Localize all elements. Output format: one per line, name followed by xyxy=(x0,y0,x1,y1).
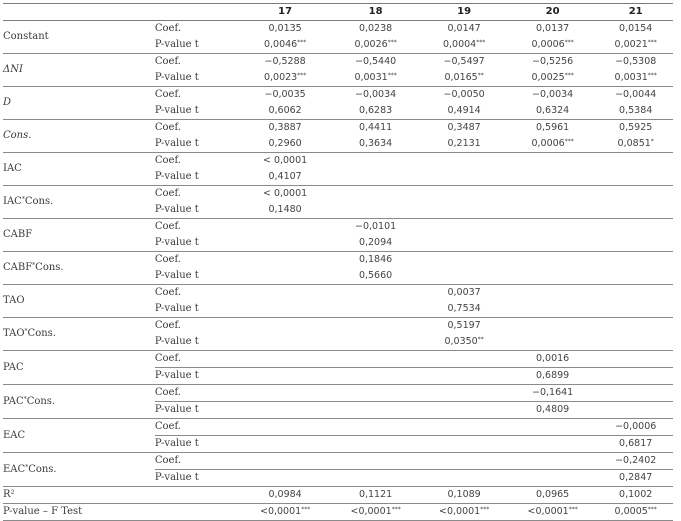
variable-label-eac-cons: EAC*Cons. xyxy=(3,453,155,487)
cell-value: −0,5497 xyxy=(443,56,485,67)
variable-label-d: D xyxy=(3,87,155,120)
variable-label-ni: ΔNI xyxy=(3,54,155,87)
variable-label-cabf-cons: CABF*Cons. xyxy=(3,252,155,285)
table-row xyxy=(3,186,673,203)
cell-value: 0,0165** xyxy=(421,70,507,87)
cell-value xyxy=(421,351,507,368)
cell-value: 0,6899 xyxy=(507,368,598,385)
interaction-marker: * xyxy=(21,196,25,203)
cell-value xyxy=(421,219,507,236)
cell-value xyxy=(421,235,507,252)
cell-value xyxy=(507,301,598,318)
header-model-19: 19 xyxy=(421,4,507,21)
cell-value xyxy=(421,385,507,402)
statistic-label: Coef. xyxy=(154,89,181,100)
cell-value: 0,5925 xyxy=(619,122,653,133)
cell-value xyxy=(507,186,598,203)
cell-value xyxy=(421,419,507,436)
cell-value xyxy=(330,318,421,335)
cell-value: 0,0147 xyxy=(447,23,481,34)
cell-value: 0,4411 xyxy=(358,122,393,133)
table-row xyxy=(3,219,673,236)
cell-value: 0,0006*** xyxy=(507,136,598,153)
significance-marker: *** xyxy=(647,39,657,46)
cell-value xyxy=(507,153,598,170)
significance-marker: *** xyxy=(391,506,401,513)
interaction-marker: * xyxy=(25,463,29,471)
variable-label-eac: EAC xyxy=(3,419,155,453)
table-row xyxy=(3,385,673,402)
cell-value xyxy=(598,318,673,335)
cell-value: −0,5288 xyxy=(264,56,306,67)
cell-value: 0,6324 xyxy=(507,103,598,120)
cell-value xyxy=(421,268,507,285)
cell-value xyxy=(330,402,421,419)
interaction-marker: * xyxy=(24,328,28,335)
table-row xyxy=(3,87,673,104)
variable-label-pac: PAC xyxy=(3,351,155,385)
cell-value xyxy=(330,470,421,487)
cell-value: 0,0031*** xyxy=(598,70,673,87)
cell-value xyxy=(421,402,507,419)
cell-value: −0,2402 xyxy=(598,453,673,470)
statistic-label: P-value t xyxy=(155,103,240,120)
cell-value: 0,0135 xyxy=(268,23,302,34)
statistic-label: P-value t xyxy=(155,37,240,54)
statistic-label: Coef. xyxy=(154,254,181,265)
cell-value xyxy=(240,402,330,419)
cell-value: 0,0154 xyxy=(619,23,653,34)
statistic-label: P-value t xyxy=(155,402,240,419)
statistic-label: P-value t xyxy=(155,235,240,252)
cell-value xyxy=(330,351,421,368)
statistic-label: Coef. xyxy=(155,419,240,436)
significance-marker: *** xyxy=(647,506,657,513)
cell-value xyxy=(240,453,330,470)
cell-value xyxy=(240,351,330,368)
cell-value: 0,3487 xyxy=(447,122,481,133)
statistic-label: Coef. xyxy=(155,453,240,470)
cell-value: −0,5308 xyxy=(615,56,657,67)
cell-value xyxy=(240,219,330,236)
significance-marker: *** xyxy=(297,72,307,79)
table-row xyxy=(3,419,673,436)
cell-value xyxy=(507,285,598,302)
stat-value: 0,1002 xyxy=(598,487,673,504)
cell-value: 0,4914 xyxy=(421,103,507,120)
cell-value xyxy=(507,436,598,453)
statistic-label: P-value t xyxy=(155,268,240,285)
cell-value xyxy=(421,368,507,385)
cell-value xyxy=(330,453,421,470)
cell-value: 0,0238 xyxy=(358,23,393,34)
cell-value: 0,2094 xyxy=(330,235,421,252)
cell-value: 0,0023*** xyxy=(240,70,330,87)
cell-value: 0,7534 xyxy=(421,301,507,318)
cell-value xyxy=(598,285,673,302)
regression-table xyxy=(3,3,673,521)
cell-value: 0,3887 xyxy=(268,122,302,133)
cell-value: 0,0046*** xyxy=(240,37,330,54)
header-model-18: 18 xyxy=(330,4,421,21)
cell-value xyxy=(421,436,507,453)
significance-marker: *** xyxy=(387,72,397,79)
cell-value: 0,5660 xyxy=(330,268,421,285)
cell-value xyxy=(507,219,598,236)
cell-value: < 0,0001 xyxy=(262,188,308,199)
cell-value: 0,2131 xyxy=(421,136,507,153)
cell-value xyxy=(507,470,598,487)
stat-value: <0,0001*** xyxy=(507,504,598,521)
stat-label: R² xyxy=(3,487,240,504)
cell-value: −0,0050 xyxy=(443,89,485,100)
cell-value xyxy=(240,318,330,335)
cell-value xyxy=(507,318,598,335)
cell-value xyxy=(598,235,673,252)
cell-value: −0,0034 xyxy=(354,89,397,100)
cell-value xyxy=(598,186,673,203)
variable-label-pac-cons: PAC*Cons. xyxy=(3,385,155,419)
significance-marker: *** xyxy=(476,39,486,46)
stat-value: 0,0984 xyxy=(240,487,330,504)
table-row xyxy=(3,453,673,470)
statistic-label: Coef. xyxy=(154,155,181,166)
cell-value xyxy=(421,153,507,170)
cell-value xyxy=(598,334,673,351)
cell-value xyxy=(421,252,507,269)
significance-marker: *** xyxy=(564,72,574,79)
cell-value xyxy=(421,470,507,487)
cell-value xyxy=(240,301,330,318)
cell-value xyxy=(240,436,330,453)
cell-value xyxy=(507,169,598,186)
cell-value xyxy=(598,219,673,236)
significance-marker: *** xyxy=(301,506,311,513)
cell-value: 0,4107 xyxy=(240,169,330,186)
cell-value xyxy=(507,235,598,252)
cell-value: 0,0016 xyxy=(507,351,598,368)
table-row xyxy=(3,285,673,302)
cell-value xyxy=(598,402,673,419)
cell-value: −0,0034 xyxy=(532,89,574,100)
interaction-marker: * xyxy=(32,262,36,269)
cell-value xyxy=(507,202,598,219)
cell-value xyxy=(507,334,598,351)
cell-value: 0,0004*** xyxy=(421,37,507,54)
cell-value xyxy=(240,268,330,285)
cell-value: 0,0137 xyxy=(535,23,570,34)
header-variable xyxy=(3,4,155,21)
cell-value xyxy=(240,419,330,436)
statistic-label: P-value t xyxy=(155,202,240,219)
cell-value xyxy=(421,186,507,203)
stat-value: 0,0005*** xyxy=(598,504,673,521)
cell-value xyxy=(240,334,330,351)
cell-value: 0,0350** xyxy=(421,334,507,351)
statistic-label: Coef. xyxy=(155,385,240,402)
statistic-label: Coef. xyxy=(154,122,181,133)
cell-value: −0,0101 xyxy=(354,221,397,232)
table-row xyxy=(3,120,673,137)
significance-marker: *** xyxy=(297,39,307,46)
significance-marker: *** xyxy=(387,39,397,46)
statistic-label: Coef. xyxy=(154,320,181,331)
cell-value xyxy=(507,252,598,269)
cell-value xyxy=(330,186,421,203)
header-statistic xyxy=(155,4,240,21)
table-row xyxy=(3,351,673,368)
variable-label-iac-cons: IAC*Cons. xyxy=(3,186,155,219)
cell-value: < 0,0001 xyxy=(262,155,308,166)
cell-value: 0,0031*** xyxy=(330,70,421,87)
cell-value xyxy=(598,202,673,219)
cell-value: 0,3634 xyxy=(330,136,421,153)
cell-value: 0,6062 xyxy=(240,103,330,120)
cell-value: 0,0037 xyxy=(447,287,481,298)
cell-value: 0,2960 xyxy=(240,136,330,153)
cell-value: −0,0035 xyxy=(264,89,306,100)
significance-marker: ** xyxy=(477,72,484,79)
cell-value xyxy=(421,453,507,470)
stat-value: 0,1121 xyxy=(330,487,421,504)
cell-value xyxy=(507,268,598,285)
cell-value xyxy=(598,153,673,170)
cell-value xyxy=(330,419,421,436)
cell-value xyxy=(598,385,673,402)
cell-value xyxy=(240,368,330,385)
cell-value xyxy=(240,470,330,487)
interaction-marker: * xyxy=(23,395,27,403)
cell-value xyxy=(330,153,421,170)
statistic-label: P-value t xyxy=(155,70,240,87)
stat-value: 0,1089 xyxy=(421,487,507,504)
statistic-label: Coef. xyxy=(154,23,181,34)
table-row xyxy=(3,153,673,170)
variable-label-cabf: CABF xyxy=(3,219,155,252)
cell-value: −0,1641 xyxy=(507,385,598,402)
cell-value: 0,4809 xyxy=(507,402,598,419)
cell-value xyxy=(240,285,330,302)
statistic-label: P-value t xyxy=(155,436,240,453)
significance-marker: ** xyxy=(477,336,484,343)
variable-label-cons: Cons. xyxy=(3,120,155,153)
cell-value xyxy=(507,419,598,436)
cell-value xyxy=(330,285,421,302)
significance-marker: *** xyxy=(564,39,574,46)
table-row xyxy=(3,252,673,269)
statistic-label: Coef. xyxy=(154,56,181,67)
statistic-label: Coef. xyxy=(154,287,181,298)
statistic-label: Coef. xyxy=(155,351,240,368)
stat-value: 0,0965 xyxy=(507,487,598,504)
cell-value xyxy=(330,202,421,219)
header-model-20: 20 xyxy=(507,4,598,21)
stat-row xyxy=(3,487,673,504)
cell-value xyxy=(330,334,421,351)
cell-value xyxy=(330,436,421,453)
significance-marker: *** xyxy=(647,72,657,79)
cell-value xyxy=(240,235,330,252)
cell-value xyxy=(330,385,421,402)
cell-value: 0,6817 xyxy=(598,436,673,453)
cell-value xyxy=(240,252,330,269)
variable-label-constant: Constant xyxy=(3,21,155,54)
cell-value: 0,6283 xyxy=(330,103,421,120)
cell-value xyxy=(330,368,421,385)
cell-value xyxy=(598,169,673,186)
statistic-label: Coef. xyxy=(154,188,181,199)
significance-marker: * xyxy=(650,138,654,145)
variable-label-tao-cons: TAO*Cons. xyxy=(3,318,155,351)
cell-value: −0,0044 xyxy=(615,89,657,100)
cell-value xyxy=(598,268,673,285)
statistic-label: P-value t xyxy=(155,334,240,351)
cell-value: 0,1846 xyxy=(358,254,393,265)
header-model-21: 21 xyxy=(598,4,673,21)
cell-value: −0,0006 xyxy=(598,419,673,436)
cell-value: 0,5961 xyxy=(535,122,570,133)
statistic-label: P-value t xyxy=(155,169,240,186)
significance-marker: *** xyxy=(564,138,574,145)
table-row xyxy=(3,21,673,38)
stat-row xyxy=(3,504,673,521)
cell-value xyxy=(598,351,673,368)
significance-marker: *** xyxy=(480,506,490,513)
stat-label: P-value – F Test xyxy=(3,504,240,521)
cell-value: −0,5440 xyxy=(354,56,397,67)
statistic-label: P-value t xyxy=(155,368,240,385)
variable-label-iac: IAC xyxy=(3,153,155,186)
significance-marker: *** xyxy=(568,506,578,513)
cell-value xyxy=(330,169,421,186)
stat-value: <0,0001*** xyxy=(421,504,507,521)
cell-value: 0,2847 xyxy=(598,470,673,487)
cell-value xyxy=(598,252,673,269)
cell-value: 0,5197 xyxy=(447,320,481,331)
cell-value: 0,0006*** xyxy=(507,37,598,54)
table-row xyxy=(3,318,673,335)
cell-value xyxy=(421,169,507,186)
cell-value: 0,0026*** xyxy=(330,37,421,54)
statistic-label: Coef. xyxy=(154,221,181,232)
cell-value xyxy=(421,202,507,219)
cell-value xyxy=(598,301,673,318)
cell-value xyxy=(598,368,673,385)
header-model-17: 17 xyxy=(240,4,330,21)
statistic-label: P-value t xyxy=(155,136,240,153)
table-body xyxy=(3,21,673,521)
statistic-label: P-value t xyxy=(155,301,240,318)
cell-value xyxy=(240,385,330,402)
statistic-label: P-value t xyxy=(155,470,240,487)
cell-value: 0,1480 xyxy=(240,202,330,219)
table-row xyxy=(3,54,673,71)
stat-value: <0,0001*** xyxy=(330,504,421,521)
cell-value: 0,5384 xyxy=(598,103,673,120)
variable-label-tao: TAO xyxy=(3,285,155,318)
cell-value xyxy=(507,453,598,470)
stat-value: <0,0001*** xyxy=(240,504,330,521)
cell-value: 0,0025*** xyxy=(507,70,598,87)
cell-value xyxy=(330,301,421,318)
header-row xyxy=(3,4,673,21)
cell-value: −0,5256 xyxy=(532,56,574,67)
cell-value: 0,0021*** xyxy=(598,37,673,54)
cell-value: 0,0851* xyxy=(598,136,673,153)
